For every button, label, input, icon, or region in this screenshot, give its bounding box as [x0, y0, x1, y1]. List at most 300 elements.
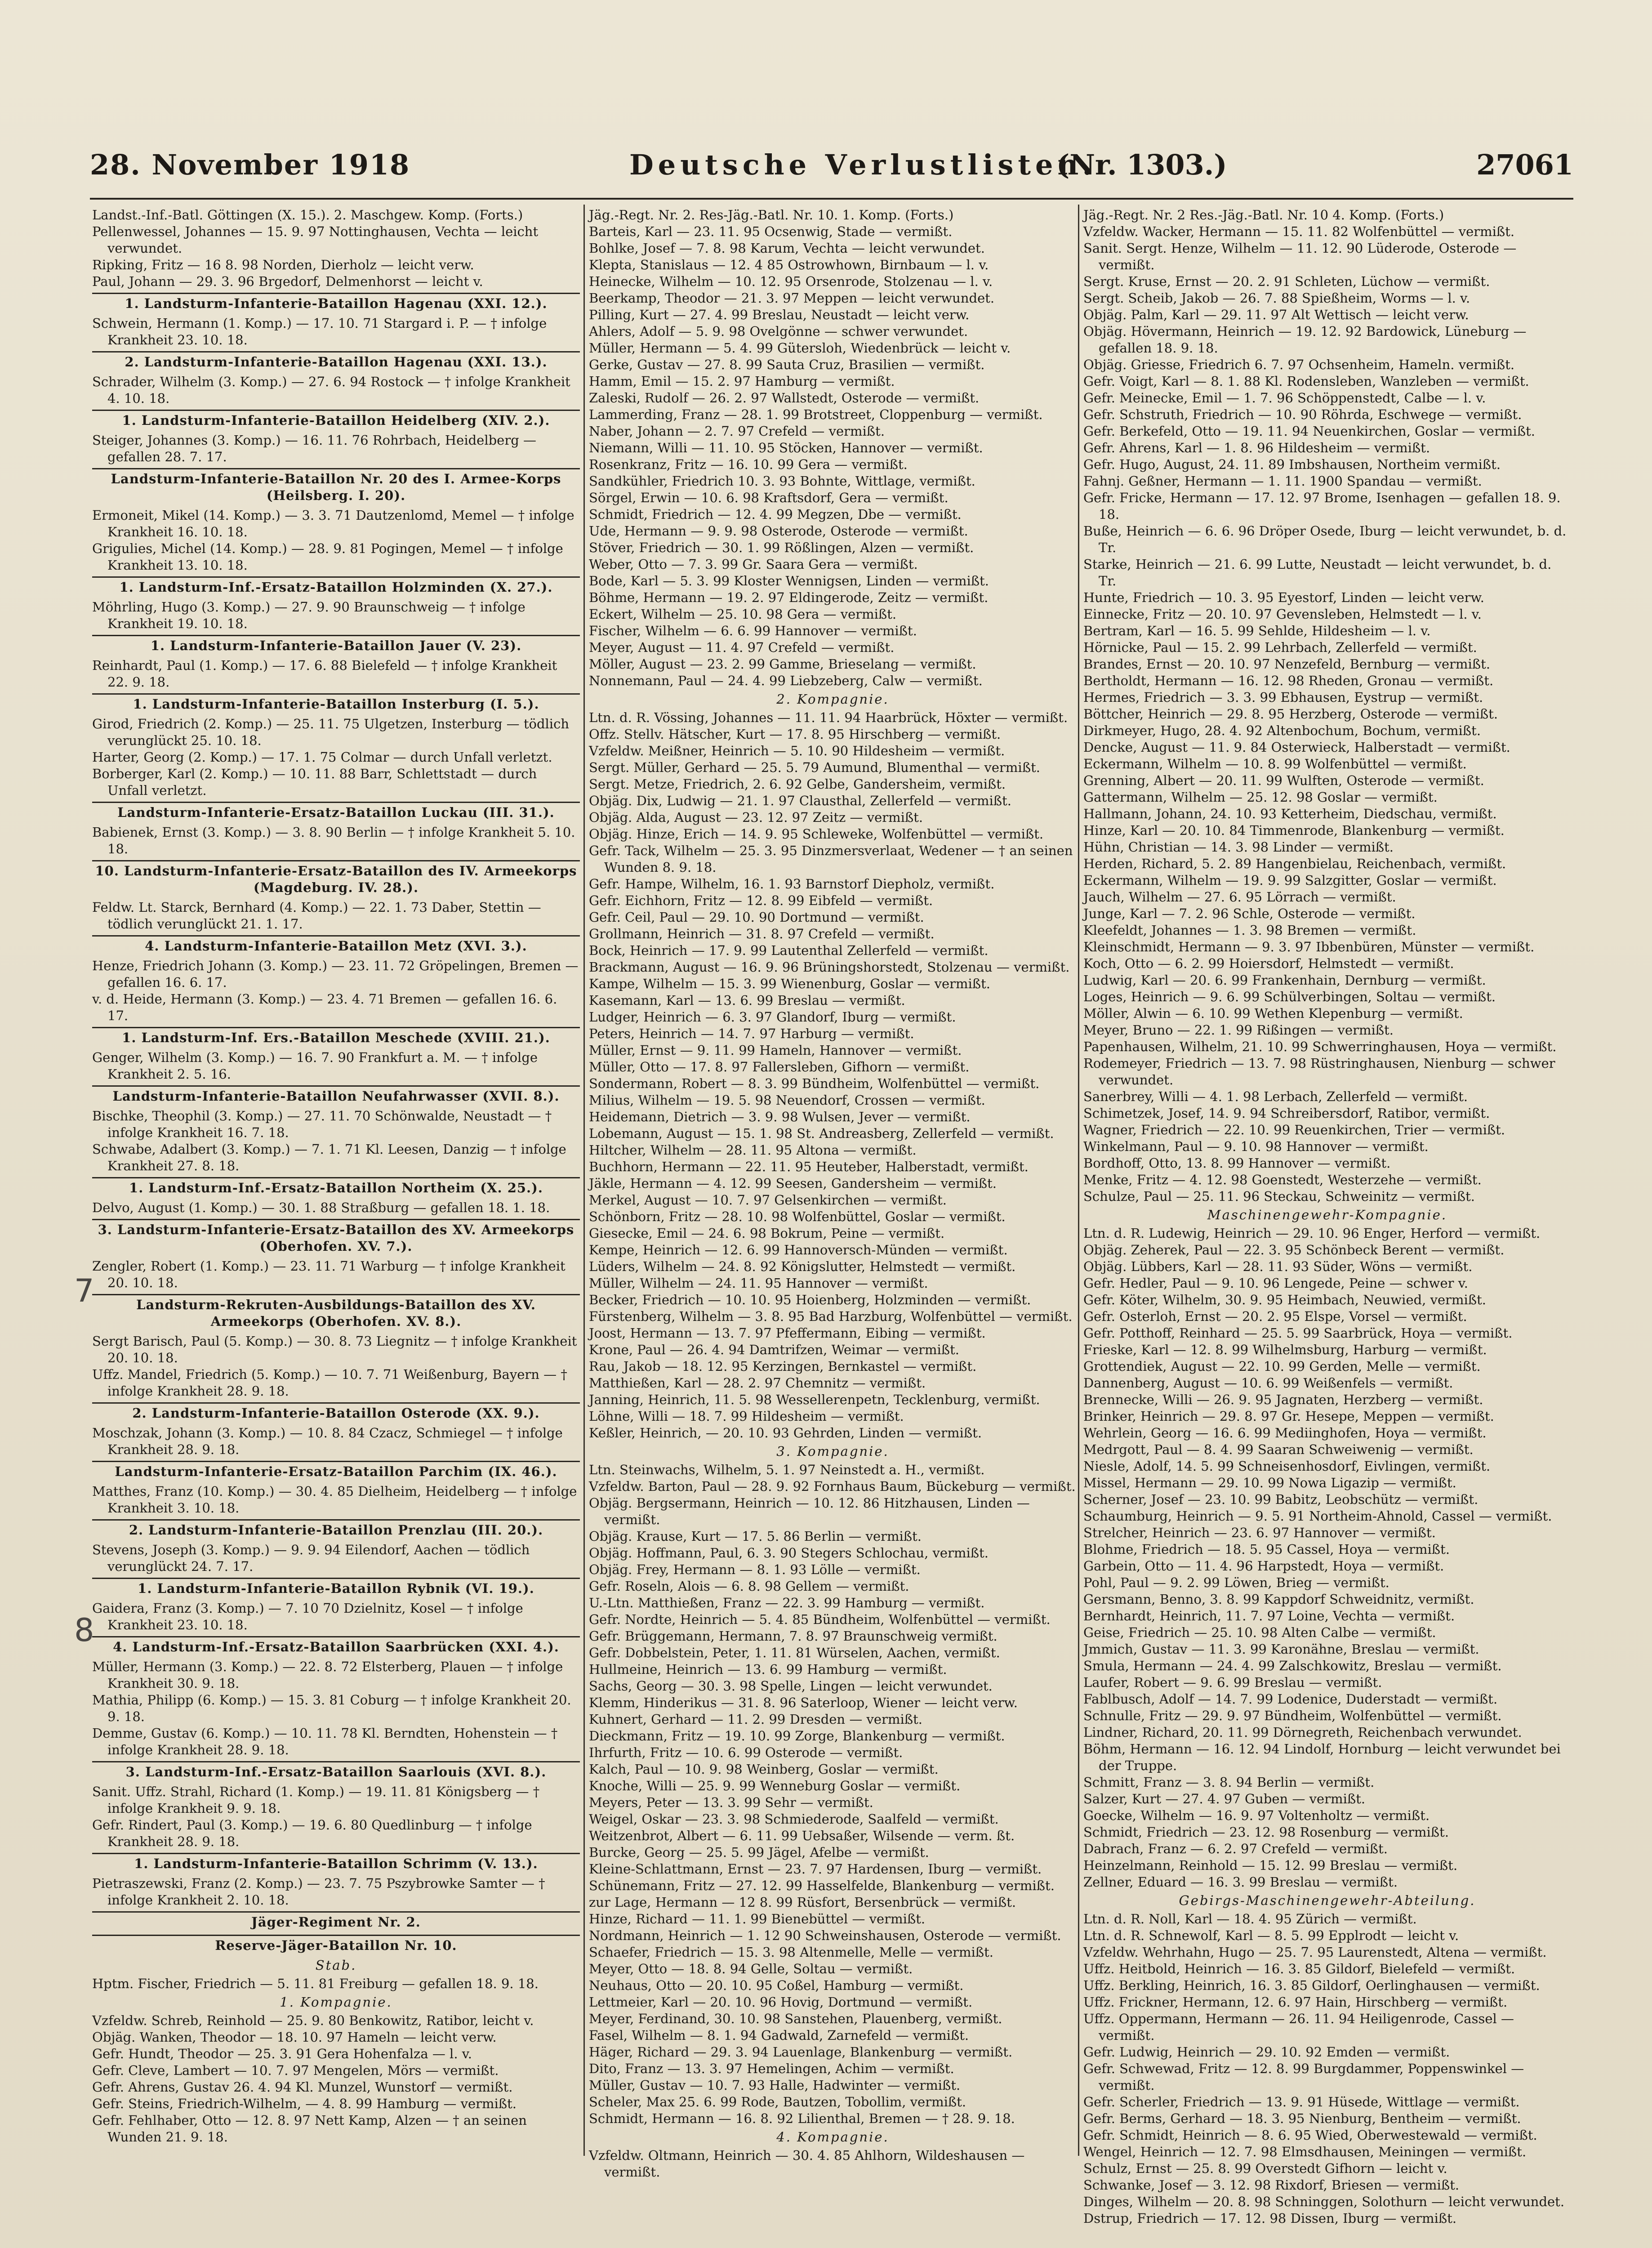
- section-heading: Landsturm-Rekruten-Ausbildungs-Bataillon des XV. Armeekorps (Oberhofen. XV. 8.).: [92, 1294, 580, 1331]
- casualty-entry: Henze, Friedrich Johann (3. Komp.) — 23. 11. 72 Gröpelingen, Bremen — gefallen 16. 6. 17.: [92, 958, 579, 990]
- casualty-entry: v. d. Heide, Hermann (3. Komp.) — 23. 4. 71 Bremen — gefallen 16. 6. 17.: [92, 991, 557, 1023]
- casualty-entry: Goecke, Wilhelm — 16. 9. 97 Voltenholtz — vermißt.: [1083, 1808, 1430, 1823]
- section-heading: 4. Landsturm-Inf.-Ersatz-Bataillon Saarbrücken (XXI. 4.).: [92, 1636, 580, 1657]
- casualty-entry: Hptm. Fischer, Friedrich — 5. 11. 81 Freiburg — gefallen 18. 9. 18.: [92, 1976, 539, 1991]
- casualty-entry: Dencke, August — 11. 9. 84 Osterwieck, Halberstadt — vermißt.: [1083, 740, 1510, 755]
- casualty-entry: Kempe, Heinrich — 12. 6. 99 Hannoversch-Münden — vermißt.: [589, 1242, 1008, 1258]
- casualty-entry: zur Lage, Hermann — 12 8. 99 Rüsfort, Bersenbrück — vermißt.: [589, 1895, 1016, 1910]
- casualty-entry: Kleinschmidt, Hermann — 9. 3. 97 Ibbenbüren, Münster — vermißt.: [1083, 939, 1535, 955]
- casualty-entry: Schwabe, Adalbert (3. Komp.) — 7. 1. 71 Kl. Leesen, Danzig — † infolge Krankheit 27. 8. 18.: [92, 1142, 566, 1173]
- casualty-entry: Lammerding, Franz — 28. 1. 99 Brotstreet, Cloppenburg — vermißt.: [589, 407, 1043, 422]
- casualty-entry: Jmmich, Gustav — 11. 3. 99 Karonähne, Breslau — vermißt.: [1083, 1641, 1479, 1657]
- casualty-entry: Buße, Heinrich — 6. 6. 96 Dröper Osede, Iburg — leicht verwundet, b. d. Tr.: [1083, 523, 1567, 555]
- column-2: [589, 207, 1077, 2180]
- section-heading: 1. Landsturm-Infanterie-Bataillon Hagenau (XXI. 12.).: [92, 293, 580, 313]
- casualty-entry: Jäg.-Regt. Nr. 2. Res-Jäg.-Batl. Nr. 10. 1. Komp. (Forts.): [589, 207, 954, 223]
- casualty-entry: Menke, Fritz — 4. 12. 98 Goenstedt, Westerzehe — vermißt.: [1083, 1172, 1482, 1187]
- casualty-entry: Milius, Wilhelm — 19. 5. 98 Neuendorf, Crossen — vermißt.: [589, 1093, 985, 1108]
- casualty-entry: Gefr. Fricke, Hermann — 17. 12. 97 Brome, Isenhagen — gefallen 18. 9. 18.: [1083, 490, 1561, 522]
- casualty-entry: Schulz, Ernst — 25. 8. 99 Overstedt Gifhorn — leicht v.: [1083, 2161, 1447, 2176]
- casualty-entry: Gefr. Roseln, Alois — 6. 8. 98 Gellem — vermißt.: [589, 1579, 909, 1594]
- casualty-entry: Hinze, Richard — 11. 1. 99 Bienebüttel — vermißt.: [589, 1911, 926, 1927]
- subsection-heading: Gebirgs-Maschinengewehr-Abteilung.: [1179, 1893, 1476, 1908]
- casualty-entry: Müller, Hermann — 5. 4. 99 Gütersloh, Wiedenbrück — leicht v.: [589, 340, 1011, 356]
- casualty-entry: Rau, Jakob — 18. 12. 95 Kerzingen, Bernkastel — vermißt.: [589, 1359, 977, 1374]
- casualty-entry: Ltn. Steinwachs, Wilhelm, 5. 1. 97 Neinstedt a. H., vermißt.: [589, 1462, 985, 1477]
- casualty-entry: Böhme, Hermann — 19. 2. 97 Eldingerode, Zeitz — vermißt.: [589, 590, 989, 605]
- casualty-entry: Babienek, Ernst (3. Komp.) — 3. 8. 90 Berlin — † infolge Krankheit 5. 10. 18.: [92, 825, 575, 856]
- casualty-entry: Wengel, Heinrich — 12. 7. 98 Elmsdhausen, Meiningen — vermißt.: [1083, 2144, 1527, 2159]
- casualty-entry: Hühn, Christian — 14. 3. 98 Linder — vermißt.: [1083, 839, 1394, 855]
- casualty-entry: Gefr. Tack, Wilhelm — 25. 3. 95 Dinzmersverlaat, Wedener — † an seinen Wunden 8. 9. 18.: [589, 843, 1073, 875]
- casualty-entry: Offz. Stellv. Hätscher, Kurt — 17. 8. 95 Hirschberg — vermißt.: [589, 727, 1001, 742]
- casualty-entry: Beerkamp, Theodor — 21. 3. 97 Meppen — leicht verwundet.: [589, 290, 995, 306]
- section-heading: Landsturm-Infanterie-Ersatz-Bataillon Parchim (IX. 46.).: [92, 1461, 580, 1481]
- casualty-entry: Gefr. Rindert, Paul (3. Komp.) — 19. 6. 80 Quedlinburg — † infolge Krankheit 28. 9. 18.: [92, 1817, 532, 1849]
- casualty-entry: Laufer, Robert — 9. 6. 99 Breslau — vermißt.: [1083, 1675, 1382, 1690]
- casualty-entry: Sergt. Metze, Friedrich, 2. 6. 92 Gelbe, Gandersheim, vermißt.: [589, 776, 1006, 792]
- casualty-entry: Janning, Heinrich, 11. 5. 98 Wessellerenpetn, Tecklenburg, vermißt.: [589, 1392, 1040, 1407]
- casualty-entry: Müller, Ernst — 9. 11. 99 Hameln, Hannover — vermißt.: [589, 1043, 962, 1058]
- page-header: [90, 148, 1573, 198]
- casualty-entry: Vzfeldw. Schreb, Reinhold — 25. 9. 80 Benkowitz, Ratibor, leicht v.: [92, 2013, 534, 2028]
- casualty-entry: Bordhoff, Otto, 13. 8. 99 Hannover — vermißt.: [1083, 1155, 1391, 1171]
- casualty-entry: Gattermann, Wilhelm — 25. 12. 98 Goslar — vermißt.: [1083, 789, 1438, 805]
- casualty-entry: Uffz. Berkling, Heinrich, 16. 3. 85 Gildorf, Oerlinghausen — vermißt.: [1083, 1978, 1540, 1993]
- casualty-entry: Bischke, Theophil (3. Komp.) — 27. 11. 70 Schönwalde, Neustadt — † infolge Krankheit 16. 7. 18.: [92, 1108, 552, 1140]
- casualty-entry: Heinecke, Wilhelm — 10. 12. 95 Orsenrode, Stolzenau — l. v.: [589, 274, 993, 289]
- casualty-entry: Zaleski, Rudolf — 26. 2. 97 Wallstedt, Osterode — vermißt.: [589, 390, 980, 406]
- header-rule: [90, 198, 1573, 200]
- casualty-entry: Gefr. Ahrens, Karl — 1. 8. 96 Hildesheim — vermißt.: [1083, 440, 1430, 455]
- casualty-entry: Objäg. Alda, August — 23. 12. 97 Zeitz — vermißt.: [589, 810, 923, 825]
- section-heading: 10. Landsturm-Infanterie-Ersatz-Bataillon des IV. Armeekorps (Magdeburg. IV. 28.).: [92, 860, 580, 897]
- casualty-entry: Gefr. Hampe, Wilhelm, 16. 1. 93 Barnstorf Diepholz, vermißt.: [589, 876, 995, 892]
- section-heading: 1. Landsturm-Inf.-Ersatz-Bataillon Northeim (X. 25.).: [92, 1177, 580, 1198]
- casualty-entry: Nordmann, Heinrich — 1. 12 90 Schweinshausen, Osterode — vermißt.: [589, 1928, 1061, 1943]
- casualty-entry: Loges, Heinrich — 9. 6. 99 Schülverbingen, Soltau — vermißt.: [1083, 989, 1496, 1004]
- casualty-entry: Gefr. Berms, Gerhard — 18. 3. 95 Nienburg, Bentheim — vermißt.: [1083, 2111, 1521, 2126]
- casualty-entry: Ltn. d. R. Ludewig, Heinrich — 29. 10. 96 Enger, Herford — vermißt.: [1083, 1226, 1541, 1241]
- casualty-entry: Objäg. Griesse, Friedrich 6. 7. 97 Ochsenheim, Hameln. vermißt.: [1083, 357, 1515, 372]
- casualty-entry: Pilling, Kurt — 27. 4. 99 Breslau, Neustadt — leicht verw.: [589, 307, 970, 322]
- margin-mark-8: 8: [74, 1612, 94, 1649]
- casualty-entry: Vzfeldw. Oltmann, Heinrich — 30. 4. 85 Ahlhorn, Wildeshausen — vermißt.: [589, 2148, 1025, 2180]
- casualty-entry: Giesecke, Emil — 24. 6. 98 Bokrum, Peine — vermißt.: [589, 1226, 945, 1241]
- section-heading: 1. Landsturm-Infanterie-Bataillon Insterburg (I. 5.).: [92, 693, 580, 714]
- casualty-entry: Uffz. Mandel, Friedrich (5. Komp.) — 10. 7. 71 Weißenburg, Bayern — † infolge Krankheit 28. 9. 18.: [92, 1367, 567, 1399]
- casualty-entry: Sergt. Kruse, Ernst — 20. 2. 91 Schleten, Lüchow — vermißt.: [1083, 274, 1490, 289]
- casualty-entry: Vzfeldw. Meißner, Heinrich — 5. 10. 90 Hildesheim — vermißt.: [589, 743, 1005, 758]
- casualty-entry: Salzer, Kurt — 27. 4. 97 Guben — vermißt.: [1083, 1791, 1366, 1806]
- casualty-entry: Niemann, Willi — 11. 10. 95 Stöcken, Hannover — vermißt.: [589, 440, 983, 455]
- casualty-entry: Schulze, Paul — 25. 11. 96 Steckau, Schweinitz — vermißt.: [1083, 1189, 1475, 1204]
- casualty-entry: Kalch, Paul — 10. 9. 98 Weinberg, Goslar — vermißt.: [589, 1762, 939, 1777]
- header-date: 28. November 1918: [90, 148, 410, 181]
- casualty-entry: Ihrfurth, Fritz — 10. 6. 99 Osterode — vermißt.: [589, 1745, 903, 1760]
- casualty-entry: Vzfeldw. Barton, Paul — 28. 9. 92 Fornhaus Baum, Bückeburg — vermißt.: [589, 1479, 1076, 1494]
- casualty-entry: Fischer, Wilhelm — 6. 6. 99 Hannover — vermißt.: [589, 623, 917, 638]
- casualty-entry: Schwein, Hermann (1. Komp.) — 17. 10. 71 Stargard i. P. — † infolge Krankheit 23. 10. 18.: [92, 316, 547, 348]
- casualty-entry: Lüders, Wilhelm — 24. 8. 92 Königslutter, Helmstedt — vermißt.: [589, 1259, 1016, 1274]
- casualty-entry: Sergt. Müller, Gerhard — 25. 5. 79 Aumund, Blumenthal — vermißt.: [589, 760, 1040, 775]
- casualty-entry: Gefr. Schstruth, Friedrich — 10. 90 Röhrda, Eschwege — vermißt.: [1083, 407, 1522, 422]
- casualty-entry: Steiger, Johannes (3. Komp.) — 16. 11. 76 Rohrbach, Heidelberg — gefallen 28. 7. 17.: [92, 433, 536, 464]
- casualty-entry: Fablbusch, Adolf — 14. 7. 99 Lodenice, Duderstadt — vermißt.: [1083, 1691, 1498, 1707]
- casualty-entry: Gefr. Ludwig, Heinrich — 29. 10. 92 Emden — vermißt.: [1083, 2044, 1450, 2060]
- casualty-entry: Gefr. Ahrens, Gustav 26. 4. 94 Kl. Munzel, Wunstorf — vermißt.: [92, 2079, 513, 2095]
- casualty-entry: Paul, Johann — 29. 3. 96 Brgedorf, Delmenhorst — leicht v.: [92, 274, 483, 289]
- casualty-entry: Sergt Barisch, Paul (5. Komp.) — 30. 8. 73 Liegnitz — † infolge Krankheit 20. 10. 18.: [92, 1334, 577, 1365]
- casualty-entry: Pohl, Paul — 9. 2. 99 Löwen, Brieg — vermißt.: [1083, 1575, 1389, 1590]
- section-heading: 4. Landsturm-Infanterie-Bataillon Metz (XVI. 3.).: [92, 935, 580, 956]
- casualty-entry: Müller, Hermann (3. Komp.) — 22. 8. 72 Elsterberg, Plauen — † infolge Krankheit 30. 9. 18.: [92, 1659, 563, 1691]
- casualty-entry: Sandkühler, Friedrich 10. 3. 93 Bohnte, Wittlage, vermißt.: [589, 473, 975, 489]
- casualty-entry: Joost, Hermann — 13. 7. 97 Pfeffermann, Eibing — vermißt.: [589, 1325, 986, 1341]
- casualty-entry: Matthießen, Karl — 28. 2. 97 Chemnitz — vermißt.: [589, 1375, 926, 1391]
- casualty-entry: Borberger, Karl (2. Komp.) — 10. 11. 88 Barr, Schlettstadt — durch Unfall verletzt.: [92, 766, 537, 798]
- casualty-entry: Müller, Gustav — 10. 7. 93 Halle, Hadwinter — vermißt.: [589, 2078, 961, 2093]
- casualty-entry: Nonnemann, Paul — 24. 4. 99 Liebzeberg, Calw — vermißt.: [589, 673, 983, 688]
- casualty-entry: Missel, Hermann — 29. 10. 99 Nowa Ligazip — vermißt.: [1083, 1475, 1456, 1490]
- casualty-entry: Schmitt, Franz — 3. 8. 94 Berlin — vermißt.: [1083, 1775, 1375, 1790]
- subsection-heading: 2. Kompagnie.: [776, 691, 889, 707]
- casualty-entry: Ahlers, Adolf — 5. 9. 98 Ovelgönne — schwer verwundet.: [589, 324, 968, 339]
- casualty-entry: Koch, Otto — 6. 2. 99 Hoiersdorf, Helmstedt — vermißt.: [1083, 956, 1454, 971]
- casualty-entry: Delvo, August (1. Komp.) — 30. 1. 88 Straßburg — gefallen 18. 1. 18.: [92, 1200, 550, 1215]
- casualty-entry: Ripking, Fritz — 16 8. 98 Norden, Dierholz — leicht verw.: [92, 257, 474, 272]
- subsection-heading: 4. Kompagnie.: [776, 2129, 889, 2145]
- casualty-entry: Gefr. Brüggemann, Hermann, 7. 8. 97 Braunschweig vermißt.: [589, 1628, 997, 1644]
- casualty-entry: Lettmeier, Karl — 20. 10. 96 Hovig, Dortmund — vermißt.: [589, 1994, 973, 2010]
- casualty-entry: Strelcher, Heinrich — 23. 6. 97 Hannover — vermißt.: [1083, 1525, 1436, 1540]
- casualty-entry: Fasel, Wilhelm — 8. 1. 94 Gadwald, Zarnefeld — vermißt.: [589, 2028, 969, 2043]
- subsection-heading: 1. Kompagnie.: [280, 1994, 392, 2010]
- casualty-entry: Kuhnert, Gerhard — 11. 2. 99 Dresden — vermißt.: [589, 1712, 922, 1727]
- section-heading: 3. Landsturm-Inf.-Ersatz-Bataillon Saarlouis (XVI. 8.).: [92, 1761, 580, 1782]
- casualty-entry: Objäg. Palm, Karl — 29. 11. 97 Alt Wettisch — leicht verw.: [1083, 307, 1469, 322]
- casualty-entry: Schnulle, Fritz — 29. 9. 97 Bündheim, Wolfenbüttel — vermißt.: [1083, 1708, 1502, 1723]
- section-heading: Reserve-Jäger-Bataillon Nr. 10.: [92, 1935, 580, 1955]
- casualty-entry: Grottendiek, August — 22. 10. 99 Gerden, Melle — vermißt.: [1083, 1359, 1481, 1374]
- casualty-entry: Pietraszewski, Franz (2. Komp.) — 23. 7. 75 Pszybrowke Samter — † infolge Krankheit 2. 10. 18.: [92, 1876, 545, 1908]
- header-page-number: 27061: [1476, 148, 1573, 181]
- casualty-entry: Hamm, Emil — 15. 2. 97 Hamburg — vermißt.: [589, 374, 895, 389]
- casualty-entry: Garbein, Otto — 11. 4. 96 Harpstedt, Hoya — vermißt.: [1083, 1558, 1444, 1574]
- casualty-entry: Häger, Richard — 29. 3. 94 Lauenlage, Blankenburg — vermißt.: [589, 2044, 1013, 2060]
- casualty-entry: Wagner, Friedrich — 22. 10. 99 Reuenkirchen, Trier — vermißt.: [1083, 1122, 1505, 1137]
- section-heading: 2. Landsturm-Infanterie-Bataillon Prenzlau (III. 20.).: [92, 1519, 580, 1540]
- casualty-entry: Objäg. Wanken, Theodor — 18. 10. 97 Hameln — leicht verw.: [92, 2029, 497, 2045]
- casualty-entry: Dannenberg, August — 10. 6. 99 Weißenfels — vermißt.: [1083, 1375, 1453, 1391]
- casualty-entry: Keßler, Heinrich, — 20. 10. 93 Gehrden, Linden — vermißt.: [589, 1425, 982, 1441]
- casualty-entry: Schmidt, Friedrich — 23. 12. 98 Rosenburg — vermißt.: [1083, 1824, 1449, 1840]
- casualty-entry: Jauch, Wilhelm — 27. 6. 95 Lörrach — vermißt.: [1083, 889, 1396, 905]
- casualty-entry: Objäg. Krause, Kurt — 17. 5. 86 Berlin — vermißt.: [589, 1529, 922, 1544]
- casualty-entry: Papenhausen, Wilhelm, 21. 10. 99 Schwerringhausen, Hoya — vermißt.: [1083, 1039, 1557, 1054]
- casualty-entry: Gefr. Hedler, Paul — 9. 10. 96 Lengede, Peine — schwer v.: [1083, 1276, 1468, 1291]
- casualty-entry: Eckermann, Wilhelm — 19. 9. 99 Salzgitter, Goslar — vermißt.: [1083, 873, 1497, 888]
- casualty-entry: Bertram, Karl — 16. 5. 99 Sehlde, Hildesheim — l. v.: [1083, 623, 1431, 638]
- casualty-entry: Objäg. Bergsermann, Heinrich — 10. 12. 86 Hitzhausen, Linden — vermißt.: [589, 1495, 1030, 1527]
- casualty-entry: Jäkle, Hermann — 4. 12. 99 Seesen, Gandersheim — vermißt.: [589, 1176, 997, 1191]
- casualty-entry: Vzfeldw. Wacker, Hermann — 15. 11. 82 Wolfenbüttel — vermißt.: [1083, 224, 1515, 239]
- casualty-entry: Feldw. Lt. Starck, Bernhard (4. Komp.) — 22. 1. 73 Daber, Stettin — tödlich verunglückt 21. 1. 17.: [92, 900, 541, 932]
- casualty-entry: Uffz. Heitbold, Heinrich — 16. 3. 85 Gildorf, Bielefeld — vermißt.: [1083, 1961, 1515, 1976]
- casualty-entry: Matthes, Franz (10. Komp.) — 30. 4. 85 Dielheim, Heidelberg — † infolge Krankheit 3. 10. 18.: [92, 1484, 577, 1516]
- casualty-entry: Meyers, Peter — 13. 3. 99 Sehr — vermißt.: [589, 1795, 873, 1810]
- casualty-entry: Burcke, Georg — 25. 5. 99 Jägel, Afelbe — vermißt.: [589, 1845, 929, 1860]
- casualty-entry: Harter, Georg (2. Komp.) — 17. 1. 75 Colmar — durch Unfall verletzt.: [92, 749, 552, 765]
- casualty-entry: Schmidt, Hermann — 16. 8. 92 Lilienthal, Bremen — † 28. 9. 18.: [589, 2111, 1015, 2126]
- casualty-entry: Dieckmann, Fritz — 19. 10. 99 Zorge, Blankenburg — vermißt.: [589, 1728, 1005, 1744]
- casualty-entry: Gefr. Voigt, Karl — 8. 1. 88 Kl. Rodensleben, Wanzleben — vermißt.: [1083, 374, 1529, 389]
- casualty-entry: Schmidt, Friedrich — 12. 4. 99 Megzen, Dbe — vermißt.: [589, 507, 962, 522]
- casualty-entry: Ltn. d. R. Vössing, Johannes — 11. 11. 94 Haarbrück, Höxter — vermißt.: [589, 710, 1068, 725]
- casualty-entry: Objäg. Hinze, Erich — 14. 9. 95 Schleweke, Wolfenbüttel — vermißt.: [589, 826, 1044, 842]
- casualty-entry: Zengler, Robert (1. Komp.) — 23. 11. 71 Warburg — † infolge Krankheit 20. 10. 18.: [92, 1258, 566, 1290]
- casualty-entry: Hinze, Karl — 20. 10. 84 Timmenrode, Blankenburg — vermißt.: [1083, 823, 1505, 838]
- casualty-entry: Gersmann, Benno, 3. 8. 99 Kappdorf Schweidnitz, vermißt.: [1083, 1592, 1474, 1607]
- casualty-entry: Mathia, Philipp (6. Komp.) — 15. 3. 81 Coburg — † infolge Krankheit 20. 9. 18.: [92, 1692, 571, 1724]
- casualty-entry: Dirkmeyer, Hugo, 28. 4. 92 Altenbochum, Bochum, vermißt.: [1083, 723, 1481, 738]
- casualty-entry: Heinzelmann, Reinhold — 15. 12. 99 Breslau — vermißt.: [1083, 1858, 1458, 1873]
- casualty-entry: Objäg. Frey, Hermann — 8. 1. 93 Lölle — vermißt.: [589, 1562, 921, 1577]
- casualty-entry: Dito, Franz — 13. 3. 97 Hemelingen, Achim — vermißt.: [589, 2061, 954, 2076]
- subsection-heading: 3. Kompagnie.: [776, 1444, 889, 1459]
- casualty-entry: Scherner, Josef — 23. 10. 99 Babitz, Leobschütz — vermißt.: [1083, 1492, 1478, 1507]
- casualty-entry: Objäg. Lübbers, Karl — 28. 11. 93 Süder, Wöns — vermißt.: [1083, 1259, 1473, 1274]
- casualty-entry: Meyer, Ferdinand, 30. 10. 98 Sanstehen, Plauenberg, vermißt.: [589, 2011, 1002, 2026]
- casualty-entry: Hermes, Friedrich — 3. 3. 99 Ebhausen, Eystrup — vermißt.: [1083, 690, 1483, 705]
- casualty-entry: Klemm, Hinderikus — 31. 8. 96 Saterloop, Wiener — leicht verw.: [589, 1695, 1018, 1710]
- casualty-entry: Gefr. Nordte, Heinrich — 5. 4. 85 Bündheim, Wolfenbüttel — vermißt.: [589, 1612, 1051, 1627]
- casualty-entry: Sergt. Scheib, Jakob — 26. 7. 88 Spießheim, Worms — l. v.: [1083, 290, 1470, 306]
- casualty-entry: Wehrlein, Georg — 16. 6. 99 Mediinghofen, Hoya — vermißt.: [1083, 1425, 1487, 1441]
- casualty-entry: Gefr. Schwewad, Fritz — 12. 8. 99 Burgdammer, Poppenswinkel — vermißt.: [1083, 2061, 1524, 2093]
- casualty-entry: Objäg. Zeherek, Paul — 22. 3. 95 Schönbeck Berent — vermißt.: [1083, 1242, 1505, 1258]
- column-divider-1: [583, 205, 585, 2156]
- casualty-entry: Niesle, Adolf, 14. 5. 99 Schneisenhosdorf, Eivlingen, vermißt.: [1083, 1459, 1491, 1474]
- casualty-entry: Gaidera, Franz (3. Komp.) — 7. 10 70 Dzielnitz, Kosel — † infolge Krankheit 23. 10. 18.: [92, 1601, 523, 1632]
- casualty-entry: Neuhaus, Otto — 20. 10. 95 Coßel, Hamburg — vermißt.: [589, 1978, 964, 1993]
- casualty-entry: Gefr. Eichhorn, Fritz — 12. 8. 99 Eibfeld — vermißt.: [589, 893, 933, 908]
- casualty-entry: Gerke, Gustav — 27. 8. 99 Sauta Cruz, Brasilien — vermißt.: [589, 357, 985, 372]
- casualty-entry: Schünemann, Fritz — 27. 12. 99 Hasselfelde, Blankenburg — vermißt.: [589, 1878, 1055, 1893]
- casualty-entry: Smula, Hermann — 24. 4. 99 Zalschkowitz, Breslau — vermißt.: [1083, 1658, 1502, 1673]
- casualty-entry: U.-Ltn. Matthießen, Franz — 22. 3. 99 Hamburg — vermißt.: [589, 1595, 985, 1610]
- casualty-entry: Müller, Otto — 17. 8. 97 Fallersleben, Gifhorn — vermißt.: [589, 1059, 970, 1075]
- casualty-entry: Scheler, Max 25. 6. 99 Rode, Bautzen, Tobollim, vermißt.: [589, 2094, 966, 2110]
- casualty-entry: Gefr. Schmidt, Heinrich — 8. 6. 95 Wied, Oberwestewald — vermißt.: [1083, 2128, 1537, 2143]
- casualty-entry: Meyer, August — 11. 4. 97 Crefeld — vermißt.: [589, 640, 895, 655]
- casualty-entry: Fürstenberg, Wilhelm — 3. 8. 95 Bad Harzburg, Wolfenbüttel — vermißt.: [589, 1309, 1073, 1324]
- casualty-entry: Gefr. Dobbelstein, Peter, 1. 11. 81 Würselen, Aachen, vermißt.: [589, 1645, 1000, 1660]
- casualty-entry: Ludwig, Karl — 20. 6. 99 Frankenhain, Dernburg — vermißt.: [1083, 972, 1486, 988]
- section-heading: 1. Landsturm-Infanterie-Bataillon Jauer (V. 23).: [92, 635, 580, 656]
- casualty-entry: Gefr. Hugo, August, 24. 11. 89 Imbshausen, Northeim vermißt.: [1083, 457, 1501, 472]
- casualty-entry: Gefr. Ceil, Paul — 29. 10. 90 Dortmund — vermißt.: [589, 910, 924, 925]
- casualty-entry: Ermoneit, Mikel (14. Komp.) — 3. 3. 71 Dautzenlomd, Memel — † infolge Krankheit 16. 10. 18.: [92, 508, 574, 540]
- casualty-entry: Bertholdt, Hermann — 16. 12. 98 Rheden, Gronau — vermißt.: [1083, 673, 1494, 688]
- casualty-entry: Möller, August — 23. 2. 99 Gamme, Brieselang — vermißt.: [589, 656, 976, 672]
- casualty-entry: Krone, Paul — 26. 4. 94 Damtrifzen, Weimar — vermißt.: [589, 1342, 960, 1357]
- casualty-entry: Gefr. Cleve, Lambert — 10. 7. 97 Mengelen, Mörs — vermißt.: [92, 2063, 499, 2078]
- section-heading: 1. Landsturm-Infanterie-Bataillon Heidelberg (XIV. 2.).: [92, 410, 580, 430]
- casualty-entry: Weigel, Oskar — 23. 3. 98 Schmiederode, Saalfeld — vermißt.: [589, 1811, 999, 1827]
- casualty-entry: Objäg. Hövermann, Heinrich — 19. 12. 92 Bardowick, Lüneburg — gefallen 18. 9. 18.: [1083, 324, 1527, 356]
- casualty-entry: Schönborn, Fritz — 28. 10. 98 Wolfenbüttel, Goslar — vermißt.: [589, 1209, 1006, 1224]
- subsection-heading: Maschinengewehr-Kompagnie.: [1207, 1207, 1447, 1222]
- section-heading: Jäger-Regiment Nr. 2.: [92, 1911, 580, 1932]
- casualty-entry: Genger, Wilhelm (3. Komp.) — 16. 7. 90 Frankfurt a. M. — † infolge Krankheit 2. 5. 16.: [92, 1050, 538, 1082]
- casualty-entry: Gefr. Steins, Friedrich-Wilhelm, — 4. 8. 99 Hamburg — vermißt.: [92, 2096, 517, 2111]
- casualty-entry: Uffz. Oppermann, Hermann — 26. 11. 94 Heiligenrode, Cassel — vermißt.: [1083, 2011, 1514, 2043]
- casualty-entry: Stevens, Joseph (3. Komp.) — 9. 9. 94 Eilendorf, Aachen — tödlich verunglückt 24. 7. 17.: [92, 1542, 530, 1574]
- casualty-entry: Brinker, Heinrich — 29. 8. 97 Gr. Hesepe, Meppen — vermißt.: [1083, 1409, 1494, 1424]
- casualty-entry: Eckermann, Wilhelm — 10. 8. 99 Wolfenbüttel — vermißt.: [1083, 756, 1467, 772]
- casualty-entry: Einnecke, Fritz — 20. 10. 97 Gevensleben, Helmstedt — l. v.: [1083, 607, 1482, 622]
- casualty-entry: Barteis, Karl — 23. 11. 95 Ocsenwig, Stade — vermißt.: [589, 224, 953, 239]
- casualty-entry: Schwanke, Josef — 3. 12. 98 Rixdorf, Briesen — vermißt.: [1083, 2177, 1460, 2193]
- casualty-entry: Sondermann, Robert — 8. 3. 99 Bündheim, Wolfenbüttel — vermißt.: [589, 1076, 1040, 1091]
- casualty-entry: Uffz. Frickner, Hermann, 12. 6. 97 Hain, Hirschberg — vermißt.: [1083, 1994, 1508, 2010]
- casualty-entry: Demme, Gustav (6. Komp.) — 10. 11. 78 Kl. Berndten, Hohenstein — † infolge Krankheit 28. 9. 18.: [92, 1726, 558, 1757]
- casualty-entry: Frieske, Karl — 12. 8. 99 Wilhelmsburg, Harburg — vermißt.: [1083, 1342, 1487, 1357]
- margin-mark-7: 7: [74, 1272, 94, 1309]
- casualty-entry: Fahnj. Geßner, Hermann — 1. 11. 1900 Spandau — vermißt.: [1083, 473, 1482, 489]
- casualty-entry: Sörgel, Erwin — 10. 6. 98 Kraftsdorf, Gera — vermißt.: [589, 490, 948, 505]
- casualty-entry: Kampe, Wilhelm — 15. 3. 99 Wienenburg, Goslar — vermißt.: [589, 976, 991, 991]
- casualty-entry: Möller, Alwin — 6. 10. 99 Wethen Klepenburg — vermißt.: [1083, 1006, 1463, 1021]
- casualty-entry: Klepta, Stanislaus — 12. 4 85 Ostrowhown, Birnbaum — l. v.: [589, 257, 989, 272]
- casualty-entry: Gefr. Potthoff, Reinhard — 25. 5. 99 Saarbrück, Hoya — vermißt.: [1083, 1325, 1513, 1341]
- casualty-entry: Gefr. Berkefeld, Otto — 19. 11. 94 Neuenkirchen, Goslar — vermißt.: [1083, 424, 1535, 439]
- casualty-entry: Hullmeine, Heinrich — 13. 6. 99 Hamburg — vermißt.: [589, 1662, 947, 1677]
- casualty-entry: Schrader, Wilhelm (3. Komp.) — 27. 6. 94 Rostock — † infolge Krankheit 4. 10. 18.: [92, 374, 570, 406]
- casualty-entry: Zellner, Eduard — 16. 3. 99 Breslau — vermißt.: [1083, 1874, 1398, 1890]
- casualty-entry: Naber, Johann — 2. 7. 97 Crefeld — vermißt.: [589, 424, 885, 439]
- header-title: Deutsche Verlustlisten.: [629, 148, 1097, 181]
- casualty-entry: Bode, Karl — 5. 3. 99 Kloster Wennigsen, Linden — vermißt.: [589, 573, 989, 589]
- casualty-entry: Brandes, Ernst — 20. 10. 97 Nenzefeld, Bernburg — vermißt.: [1083, 656, 1491, 672]
- casualty-entry: Böhm, Hermann — 16. 12. 94 Lindolf, Hornburg — leicht verwundet bei der Truppe.: [1083, 1741, 1561, 1773]
- casualty-entry: Buchhorn, Hermann — 22. 11. 95 Heuteber, Halberstadt, vermißt.: [589, 1159, 1029, 1174]
- casualty-entry: Bock, Heinrich — 17. 9. 99 Lautenthal Zellerfeld — vermißt.: [589, 943, 989, 958]
- casualty-entry: Gefr. Fehlhaber, Otto — 12. 8. 97 Nett Kamp, Alzen — † an seinen Wunden 21. 9. 18.: [92, 2113, 527, 2145]
- section-heading: 1. Landsturm-Inf.-Ersatz-Bataillon Holzminden (X. 27.).: [92, 576, 580, 597]
- casualty-entry: Brackmann, August — 16. 9. 96 Brüningshorstedt, Stolzenau — vermißt.: [589, 959, 1070, 975]
- casualty-entry: Geise, Friedrich — 25. 10. 98 Alten Calbe — vermißt.: [1083, 1625, 1436, 1640]
- section-heading: 3. Landsturm-Infanterie-Ersatz-Bataillon des XV. Armeekorps (Oberhofen. XV. 7.).: [92, 1219, 580, 1256]
- casualty-entry: Objäg. Hoffmann, Paul, 6. 3. 90 Stegers Schlochau, vermißt.: [589, 1545, 989, 1561]
- casualty-entry: Böttcher, Heinrich — 29. 8. 95 Herzberg, Osterode — vermißt.: [1083, 706, 1498, 722]
- casualty-entry: Gefr. Köter, Wilhelm, 30. 9. 95 Heimbach, Neuwied, vermißt.: [1083, 1292, 1487, 1307]
- section-heading: Landsturm-Infanterie-Ersatz-Bataillon Luckau (III. 31.).: [92, 802, 580, 822]
- casualty-entry: Schaefer, Friedrich — 15. 3. 98 Altenmelle, Melle — vermißt.: [589, 1945, 994, 1960]
- casualty-entry: Weber, Otto — 7. 3. 99 Gr. Saara Gera — vermißt.: [589, 557, 918, 572]
- casualty-entry: Vzfeldw. Wehrhahn, Hugo — 25. 7. 95 Laurenstedt, Altena — vermißt.: [1083, 1945, 1547, 1960]
- casualty-entry: Meyer, Bruno — 22. 1. 99 Rißingen — vermißt.: [1083, 1022, 1394, 1038]
- casualty-entry: Girod, Friedrich (2. Komp.) — 25. 11. 75 Ulgetzen, Insterburg — tödlich verunglückt 25. 10. 18.: [92, 716, 569, 748]
- casualty-entry: Sanit. Uffz. Strahl, Richard (1. Komp.) — 19. 11. 81 Königsberg — † infolge Krankheit 9. 9. 18.: [92, 1784, 540, 1816]
- casualty-entry: Ltn. d. R. Schnewolf, Karl — 8. 5. 99 Epplrodt — leicht v.: [1083, 1928, 1459, 1943]
- casualty-entry: Reinhardt, Paul (1. Komp.) — 17. 6. 88 Bielefeld — † infolge Krankheit 22. 9. 18.: [92, 658, 557, 690]
- subsection-heading: Stab.: [315, 1958, 357, 1973]
- column-1: [92, 207, 580, 2154]
- casualty-entry: Dstrup, Friedrich — 17. 12. 98 Dissen, Iburg — vermißt.: [1083, 2211, 1457, 2226]
- casualty-entry: Löhne, Willi — 18. 7. 99 Hildesheim — vermißt.: [589, 1409, 904, 1424]
- casualty-entry: Grenning, Albert — 20. 11. 99 Wulften, Osterode — vermißt.: [1083, 773, 1484, 788]
- casualty-entry: Kleine-Schlattmann, Ernst — 23. 7. 97 Hardensen, Iburg — vermißt.: [589, 1861, 1042, 1877]
- casualty-entry: Gefr. Hundt, Theodor — 25. 3. 91 Gera Hohenfalza — l. v.: [92, 2046, 472, 2061]
- casualty-entry: Gefr. Osterloh, Ernst — 20. 2. 95 Elspe, Vorsel — vermißt.: [1083, 1309, 1467, 1324]
- casualty-entry: Grigulies, Michel (14. Komp.) — 28. 9. 81 Pogingen, Memel — † infolge Krankheit 13. 10. 18.: [92, 541, 563, 573]
- casualty-entry: Hörnicke, Paul — 15. 2. 99 Lehrbach, Zellerfeld — vermißt.: [1083, 640, 1477, 655]
- section-heading: 1. Landsturm-Inf. Ers.-Bataillon Meschede (XVIII. 21.).: [92, 1027, 580, 1048]
- casualty-entry: Eckert, Wilhelm — 25. 10. 98 Gera — vermißt.: [589, 607, 897, 622]
- casualty-entry: Möhrling, Hugo (3. Komp.) — 27. 9. 90 Braunschweig — † infolge Krankheit 19. 10. 18.: [92, 599, 525, 631]
- casualty-entry: Hallmann, Johann, 24. 10. 93 Ketterheim, Diedschau, vermißt.: [1083, 806, 1497, 821]
- casualty-entry: Rodemeyer, Friedrich — 13. 7. 98 Rüstringhausen, Nienburg — schwer verwundet.: [1083, 1056, 1555, 1088]
- casualty-entry: Meyer, Otto — 18. 8. 94 Gelle, Soltau — vermißt.: [589, 1961, 913, 1976]
- section-heading: Landsturm-Infanterie-Bataillon Nr. 20 des I. Armee-Korps (Heilsberg. I. 20).: [92, 468, 580, 505]
- casualty-entry: Winkelmann, Paul — 9. 10. 98 Hannover — vermißt.: [1083, 1139, 1429, 1154]
- casualty-entry: Pellenwessel, Johannes — 15. 9. 97 Nottinghausen, Vechta — leicht verwundet.: [92, 224, 539, 256]
- casualty-entry: Landst.-Inf.-Batl. Göttingen (X. 15.). 2. Maschgew. Komp. (Forts.): [92, 207, 523, 223]
- casualty-entry: Blohme, Friedrich — 18. 5. 95 Cassel, Hoya — vermißt.: [1083, 1542, 1450, 1557]
- casualty-entry: Heidemann, Dietrich — 3. 9. 98 Wulsen, Jever — vermißt.: [589, 1109, 971, 1124]
- column-3: [1083, 207, 1571, 2226]
- casualty-entry: Hunte, Friedrich — 10. 3. 95 Eyestorf, Linden — leicht verw.: [1083, 590, 1484, 605]
- casualty-entry: Merkel, August — 10. 7. 97 Gelsenkirchen — vermißt.: [589, 1192, 947, 1208]
- casualty-entry: Jäg.-Regt. Nr. 2 Res.-Jäg.-Batl. Nr. 10 4. Komp. (Forts.): [1083, 207, 1444, 223]
- casualty-entry: Schaumburg, Heinrich — 9. 5. 91 Northeim-Ahnold, Cassel — vermißt.: [1083, 1508, 1552, 1524]
- casualty-entry: Kleefeldt, Johannes — 1. 3. 98 Bremen — vermißt.: [1083, 923, 1416, 938]
- casualty-entry: Sanerbrey, Willi — 4. 1. 98 Lerbach, Zellerfeld — vermißt.: [1083, 1089, 1468, 1104]
- casualty-entry: Dabrach, Franz — 6. 2. 97 Crefeld — vermißt.: [1083, 1841, 1388, 1856]
- casualty-entry: Lindner, Richard, 20. 11. 99 Dörnegreth, Reichenbach verwundet.: [1083, 1725, 1522, 1740]
- section-heading: 1. Landsturm-Infanterie-Bataillon Rybnik (VI. 19.).: [92, 1578, 580, 1598]
- casualty-entry: Kasemann, Karl — 13. 6. 99 Breslau — vermißt.: [589, 993, 905, 1008]
- casualty-entry: Herden, Richard, 5. 2. 89 Hangenbielau, Reichenbach, vermißt.: [1083, 856, 1506, 871]
- casualty-entry: Gefr. Meinecke, Emil — 1. 7. 96 Schöppenstedt, Calbe — l. v.: [1083, 390, 1486, 406]
- casualty-entry: Lobemann, August — 15. 1. 98 St. Andreasberg, Zellerfeld — vermißt.: [589, 1126, 1054, 1141]
- header-issue: (Nr. 1303.): [1056, 148, 1227, 181]
- section-heading: 1. Landsturm-Infanterie-Bataillon Schrimm (V. 13.).: [92, 1853, 580, 1873]
- casualty-entry: Hiltcher, Wilhelm — 28. 11. 95 Altona — vermißt.: [589, 1142, 917, 1158]
- section-heading: 2. Landsturm-Infanterie-Bataillon Hagenau (XXI. 13.).: [92, 351, 580, 372]
- casualty-entry: Peters, Heinrich — 14. 7. 97 Harburg — vermißt.: [589, 1026, 914, 1041]
- casualty-entry: Dinges, Wilhelm — 20. 8. 98 Schninggen, Solothurn — leicht verwundet.: [1083, 2194, 1565, 2209]
- casualty-entry: Knoche, Willi — 25. 9. 99 Wenneburg Goslar — vermißt.: [589, 1778, 961, 1793]
- casualty-entry: Müller, Wilhelm — 24. 11. 95 Hannover — vermißt.: [589, 1276, 928, 1291]
- casualty-entry: Moschzak, Johann (3. Komp.) — 10. 8. 84 Czacz, Schmiegel — † infolge Krankheit 28. 9. 18.: [92, 1425, 563, 1457]
- casualty-entry: Objäg. Dix, Ludwig — 21. 1. 97 Clausthal, Zellerfeld — vermißt.: [589, 793, 1012, 808]
- casualty-entry: Schimetzek, Josef, 14. 9. 94 Schreibersdorf, Ratibor, vermißt.: [1083, 1106, 1490, 1121]
- casualty-entry: Stöver, Friedrich — 30. 1. 99 Rößlingen, Alzen — vermißt.: [589, 540, 974, 555]
- casualty-entry: Weitzenbrot, Albert — 6. 11. 99 Uebsaßer, Wilsende — verm. ßt.: [589, 1828, 1015, 1843]
- casualty-entry: Ludger, Heinrich — 6. 3. 97 Glandorf, Iburg — vermißt.: [589, 1009, 956, 1025]
- casualty-entry: Bernhardt, Heinrich, 11. 7. 97 Loine, Vechta — vermißt.: [1083, 1608, 1455, 1624]
- casualty-entry: Sanit. Sergt. Henze, Wilhelm — 11. 12. 90 Lüderode, Osterode — vermißt.: [1083, 241, 1517, 272]
- casualty-entry: Starke, Heinrich — 21. 6. 99 Lutte, Neustadt — leicht verwundet, b. d. Tr.: [1083, 557, 1552, 589]
- casualty-entry: Medrgott, Paul — 8. 4. 99 Saaran Schweiwenig — vermißt.: [1083, 1442, 1474, 1457]
- casualty-entry: Grollmann, Heinrich — 31. 8. 97 Crefeld — vermißt.: [589, 926, 935, 941]
- casualty-entry: Ltn. d. R. Noll, Karl — 18. 4. 95 Zürich — vermißt.: [1083, 1911, 1417, 1927]
- column-divider-2: [1078, 205, 1079, 2156]
- casualty-entry: Brennecke, Willi — 26. 9. 95 Jagnaten, Herzberg — vermißt.: [1083, 1392, 1483, 1407]
